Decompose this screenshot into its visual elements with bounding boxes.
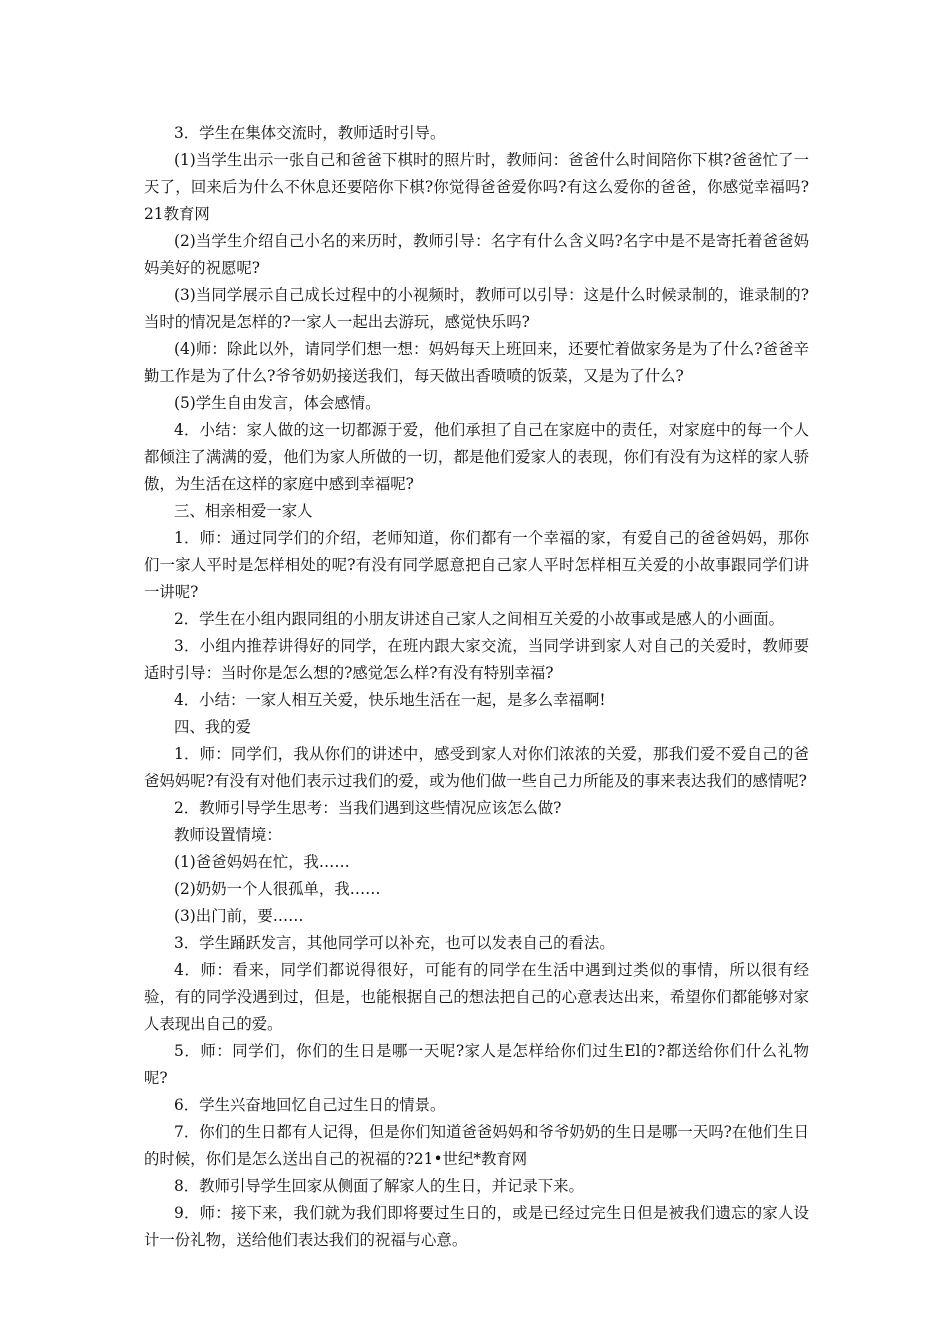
paragraph: (2)当学生介绍自己小名的来历时，教师引导：名字有什么含义吗?名字中是不是寄托着爸爸妈妈美好的祝愿呢? <box>144 232 809 277</box>
paragraph: 2．教师引导学生思考：当我们遇到这些情况应该怎么做? <box>174 799 562 817</box>
paragraph: 4．小结：家人做的这一切都源于爱，他们承担了自己在家庭中的责任，对家庭中的每一个人都倾注了满满的爱，他们为家人所做的一切，都是他们爱家人的表现，你们有没有为这样的家人骄傲，为生活在这样的家庭中感到幸福呢? <box>144 421 809 493</box>
section-heading: 三、相亲相爱一家人 <box>174 502 313 520</box>
section-heading: 四、我的爱 <box>174 718 251 736</box>
paragraph: 4．师：看来，同学们都说得很好，可能有的同学在生活中遇到过类似的事情，所以很有经验，有的同学没遇到过，但是，也能根据自己的想法把自己的心意表达出来，希望你们都能够对家人表现出自己的爱。 <box>144 961 809 1033</box>
list-item: (2)奶奶一个人很孤单，我…… <box>174 880 381 898</box>
paragraph: 2．学生在小组内跟同组的小朋友讲述自己家人之间相互关爱的小故事或是感人的小画面。 <box>174 610 785 628</box>
paragraph: (3)当同学展示自己成长过程中的小视频时，教师可以引导：这是什么时候录制的，谁录制的?当时的情况是怎样的?一家人一起出去游玩，感觉快乐吗? <box>144 286 809 331</box>
paragraph: 5．师：同学们，你们的生日是哪一天呢?家人是怎样给你们过生El的?都送给你们什么礼物呢? <box>144 1042 809 1087</box>
paragraph: 3．学生踊跃发言，其他同学可以补充，也可以发表自己的看法。 <box>174 934 615 952</box>
paragraph: 1．师：通过同学们的介绍，老师知道，你们都有一个幸福的家，有爱自己的爸爸妈妈，那你们一家人平时是怎样相处的呢?有没有同学愿意把自己家人平时怎样相互关爱的小故事跟同学们讲一讲呢? <box>144 529 809 601</box>
paragraph: 7．你们的生日都有人记得，但是你们知道爸爸妈妈和爷爷奶奶的生日是哪一天吗?在他们生日的时候，你们是怎么送出自己的祝福的?21•世纪*教育网 <box>144 1123 809 1168</box>
paragraph: 3．学生在集体交流时，教师适时引导。 <box>174 124 446 142</box>
paragraph: 9．师：接下来，我们就为我们即将要过生日的，或是已经过完生日但是被我们遗忘的家人设计一份礼物，送给他们表达我们的祝福与心意。 <box>144 1204 809 1249</box>
list-item: (1)爸爸妈妈在忙，我…… <box>174 853 350 871</box>
paragraph: 8．教师引导学生回家从侧面了解家人的生日，并记录下来。 <box>174 1177 584 1195</box>
list-item: (3)出门前，要…… <box>174 907 304 925</box>
paragraph: (5)学生自由发言，体会感情。 <box>174 394 381 412</box>
document-page <box>144 120 809 1254</box>
paragraph: 1．师：同学们，我从你们的讲述中，感受到家人对你们浓浓的关爱，那我们爱不爱自己的爸爸妈妈呢?有没有对他们表示过我们的爱，或为他们做一些自己力所能及的事来表达我们的感情呢? <box>144 745 809 790</box>
paragraph: 教师设置情境： <box>174 826 282 844</box>
paragraph: 4．小结：一家人相互关爱，快乐地生活在一起，是多么幸福啊! <box>174 691 606 709</box>
paragraph: (4)师：除此以外，请同学们想一想：妈妈每天上班回来，还要忙着做家务是为了什么?爸爸辛勤工作是为了什么?爷爷奶奶接送我们，每天做出香喷喷的饭菜，又是为了什么? <box>144 340 809 385</box>
paragraph: 6．学生兴奋地回忆自己过生日的情景。 <box>174 1096 446 1114</box>
paragraph: 3．小组内推荐讲得好的同学，在班内跟大家交流，当同学讲到家人对自己的关爱时，教师要适时引导：当时你是怎么想的?感觉怎么样?有没有特别幸福? <box>144 637 809 682</box>
paragraph: (1)当学生出示一张自己和爸爸下棋时的照片时，教师问：爸爸什么时间陪你下棋?爸爸忙了一天了，回来后为什么不休息还要陪你下棋?你觉得爸爸爱你吗?有这么爱你的爸爸，你感觉幸福吗?21教育网 <box>144 151 809 223</box>
